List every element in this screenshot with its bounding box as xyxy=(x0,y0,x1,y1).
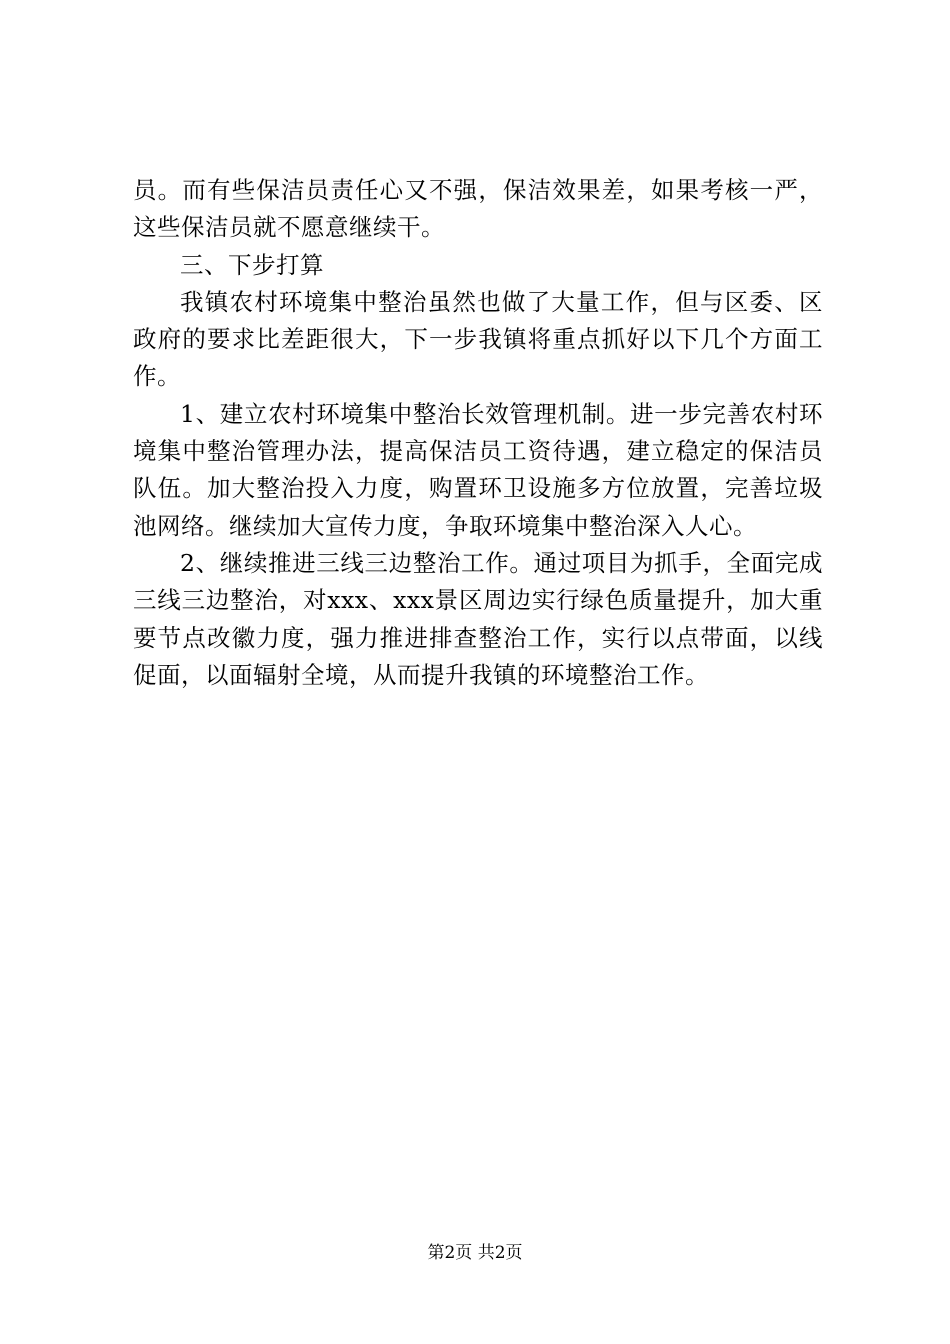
section-heading: 三、下步打算 xyxy=(180,250,324,279)
page-footer: 第2页 共2页 xyxy=(427,1243,523,1263)
document-body xyxy=(133,172,823,694)
paragraph-item-2: 2、继续推进三线三边整治工作。通过项目为抓手，全面完成三线三边整治，对xxx、xxx景区周边实行绿色质量提升，加大重要节点改徽力度，强力推进排查整治工作，实行以点带面，以线促面，以面辐射全境，从而提升我镇的环境整治工作。 xyxy=(133,548,823,689)
paragraph-continuation: 员。而有些保洁员责任心又不强，保洁效果差，如果考核一严，这些保洁员就不愿意继续干。 xyxy=(133,176,823,242)
paragraph-item-1: 1、建立农村环境集中整治长效管理机制。进一步完善农村环境集中整治管理办法，提高保洁员工资待遇，建立稳定的保洁员队伍。加大整治投入力度，购置环卫设施多方位放置，完善垃圾池网络。继续加大宣传力度，争取环境集中整治深入人心。 xyxy=(133,399,823,540)
paragraph-intro: 我镇农村环境集中整治虽然也做了大量工作，但与区委、区政府的要求比差距很大，下一步我镇将重点抓好以下几个方面工作。 xyxy=(133,287,823,391)
